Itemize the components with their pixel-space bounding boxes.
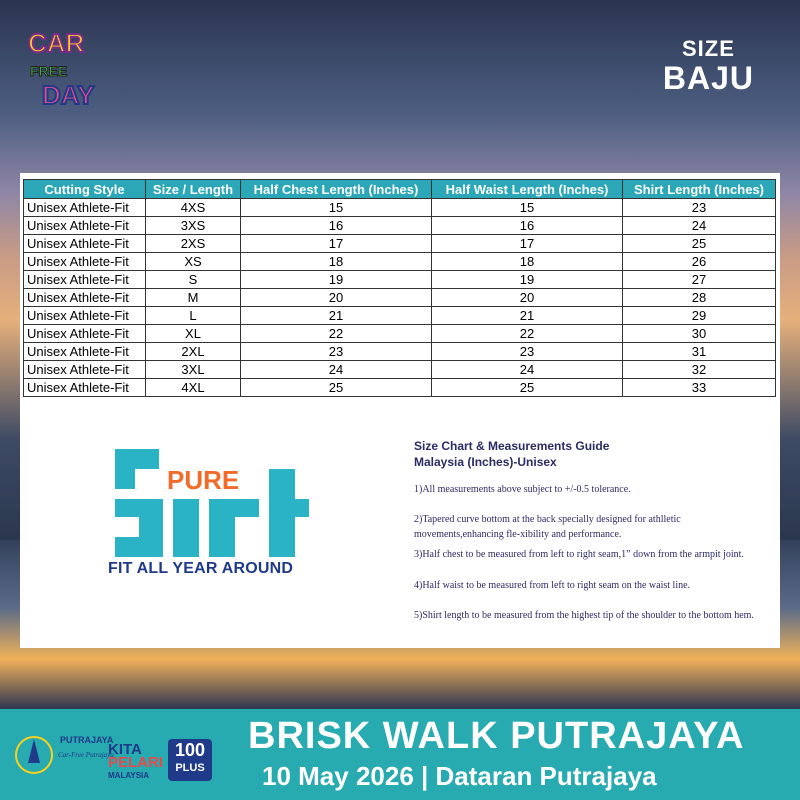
table-row	[24, 361, 776, 379]
table-cell: 25	[432, 379, 623, 397]
plus-text: PLUS	[175, 762, 205, 774]
guide-note: 5)Shirt length to be measured from the highest tip of the shoulder to the bottom hem.	[414, 610, 754, 621]
table-row	[24, 307, 776, 325]
table-cell: Unisex Athlete-Fit	[24, 325, 146, 343]
table-cell: M	[146, 289, 241, 307]
table-cell: 29	[623, 307, 776, 325]
col-size: Size / Length	[146, 180, 241, 199]
malaysia-text: MALAYSIA	[108, 771, 150, 780]
table-row	[24, 343, 776, 361]
table-cell: 19	[241, 271, 432, 289]
table-cell: 30	[623, 325, 776, 343]
table-row	[24, 325, 776, 343]
col-cutting-style: Cutting Style	[24, 180, 146, 199]
table-cell: S	[146, 271, 241, 289]
guide-note: 2)Tapered curve bottom at the back specially designed for athlletic movements,enhancing fle-xibility and performance.	[414, 514, 681, 540]
col-half-waist: Half Waist Length (Inches)	[432, 180, 623, 199]
logo-day-text: DAY	[42, 80, 95, 110]
table-cell: 4XL	[146, 379, 241, 397]
fit-shape	[209, 499, 235, 557]
logo-free-text: FREE	[30, 63, 68, 79]
table-cell: Unisex Athlete-Fit	[24, 199, 146, 217]
table-cell: Unisex Athlete-Fit	[24, 289, 146, 307]
table-cell: 18	[241, 253, 432, 271]
fit-shape	[269, 499, 309, 517]
table-row	[24, 253, 776, 271]
table-cell: 4XS	[146, 199, 241, 217]
table-cell: 3XS	[146, 217, 241, 235]
event-footer	[0, 709, 800, 800]
guide-note: 4)Half waist to be measured from left to right seam on the waist line.	[414, 580, 691, 591]
pelari-text: PELARI	[108, 754, 164, 771]
table-cell: 17	[432, 235, 623, 253]
table-cell: 33	[623, 379, 776, 397]
table-row	[24, 235, 776, 253]
putrajaya-emblem-icon	[14, 723, 54, 787]
table-row	[24, 271, 776, 289]
logo-car-text: CAR	[28, 28, 85, 58]
table-cell: 31	[623, 343, 776, 361]
table-cell: XL	[146, 325, 241, 343]
table-cell: Unisex Athlete-Fit	[24, 271, 146, 289]
col-half-chest: Half Chest Length (Inches)	[241, 180, 432, 199]
fit-shape	[115, 469, 135, 489]
table-cell: 32	[623, 361, 776, 379]
fit-shape	[115, 537, 139, 557]
table-cell: 20	[432, 289, 623, 307]
table-row	[24, 379, 776, 397]
table-cell: Unisex Athlete-Fit	[24, 343, 146, 361]
table-cell: 22	[241, 325, 432, 343]
table-cell: Unisex Athlete-Fit	[24, 235, 146, 253]
table-cell: 24	[241, 361, 432, 379]
table-cell: Unisex Athlete-Fit	[24, 379, 146, 397]
measurement-guide	[414, 438, 764, 623]
cfp-text: Car-Free Putrajaya	[58, 751, 114, 759]
size-title: SIZE	[681, 36, 735, 61]
putrajaya-text: PUTRAJAYA	[60, 735, 114, 745]
table-cell: 24	[432, 361, 623, 379]
table-cell: 16	[432, 217, 623, 235]
size-table	[23, 179, 776, 397]
fit-shape	[235, 499, 259, 517]
fit-shape	[139, 499, 163, 557]
guide-note: 3)Half chest to be measured from left to right seam,1” down from the armpit joint.	[414, 549, 744, 560]
plus-number: 100	[174, 740, 206, 760]
table-cell: Unisex Athlete-Fit	[24, 253, 146, 271]
fit-shape	[115, 449, 159, 469]
table-cell: 23	[432, 343, 623, 361]
table-cell: 20	[241, 289, 432, 307]
car-free-putrajaya-logo	[58, 729, 114, 779]
baju-title: BAJU	[662, 60, 754, 96]
table-cell: 25	[241, 379, 432, 397]
table-cell: 28	[623, 289, 776, 307]
event-date: 10 May 2026 | Dataran Putrajaya	[262, 761, 657, 791]
kita-text: KITA	[108, 741, 142, 758]
table-cell: 27	[623, 271, 776, 289]
table-cell: 26	[623, 253, 776, 271]
table-cell: 15	[432, 199, 623, 217]
table-cell: 18	[432, 253, 623, 271]
table-cell: 19	[432, 271, 623, 289]
100plus-logo	[168, 739, 212, 781]
table-cell: XS	[146, 253, 241, 271]
car-free-day-logo	[20, 24, 118, 114]
size-chart-panel	[20, 173, 780, 648]
table-row	[24, 217, 776, 235]
fit-shape	[173, 499, 199, 557]
col-shirt-length: Shirt Length (Inches)	[623, 180, 776, 199]
table-cell: 23	[623, 199, 776, 217]
table-cell: 25	[623, 235, 776, 253]
table-cell: 24	[623, 217, 776, 235]
table-cell: 21	[432, 307, 623, 325]
table-header-row	[24, 180, 776, 199]
table-row	[24, 289, 776, 307]
table-cell: 22	[432, 325, 623, 343]
table-cell: 21	[241, 307, 432, 325]
table-cell: 23	[241, 343, 432, 361]
table-cell: Unisex Athlete-Fit	[24, 307, 146, 325]
table-cell: 3XL	[146, 361, 241, 379]
table-cell: 16	[241, 217, 432, 235]
fit-tagline: FIT ALL YEAR AROUND	[108, 560, 294, 577]
pure-text: PURE	[167, 465, 240, 495]
table-cell: L	[146, 307, 241, 325]
guide-note: 1)All measurements above subject to +/-0.5 tolerance.	[414, 484, 631, 495]
table-cell: 2XL	[146, 343, 241, 361]
size-label	[663, 36, 754, 94]
table-cell: Unisex Athlete-Fit	[24, 217, 146, 235]
guide-subtitle: Malaysia (Inches)-Unisex	[414, 455, 557, 469]
kita-pelari-logo	[108, 743, 163, 782]
event-title: BRISK WALK PUTRAJAYA	[248, 715, 745, 757]
table-cell: 17	[241, 235, 432, 253]
table-cell: 2XS	[146, 235, 241, 253]
table-row	[24, 199, 776, 217]
guide-title: Size Chart & Measurements Guide	[414, 439, 610, 453]
table-cell: Unisex Athlete-Fit	[24, 361, 146, 379]
table-cell: 15	[241, 199, 432, 217]
